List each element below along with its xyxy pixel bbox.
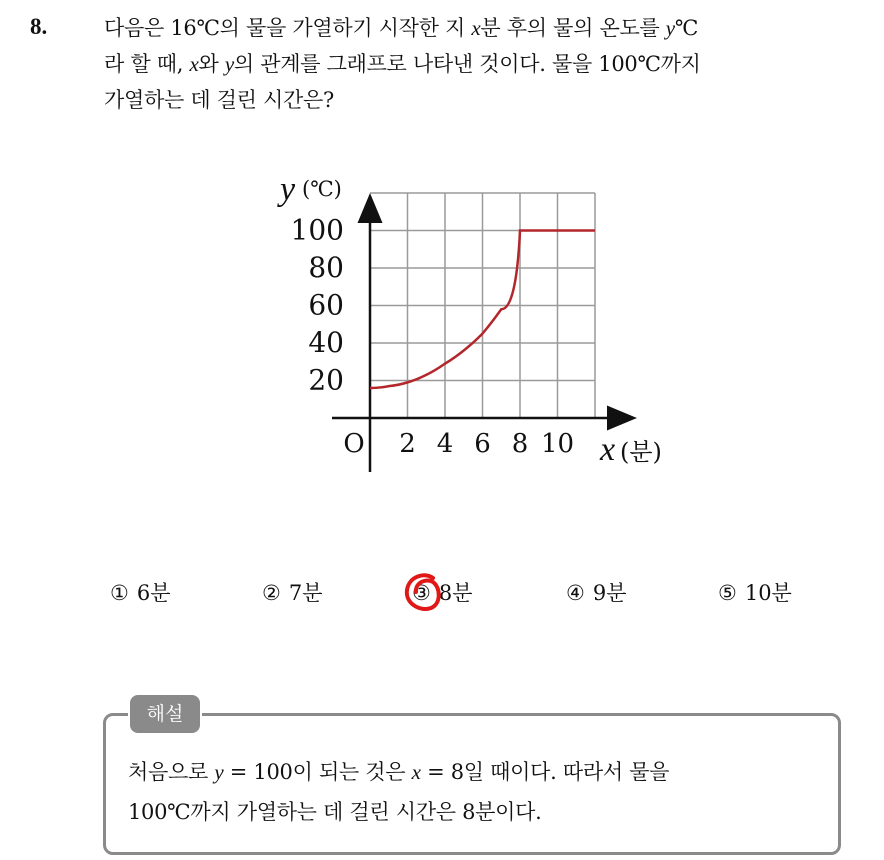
- question-line-2: [104, 46, 864, 82]
- choice-marker: ②: [262, 581, 281, 605]
- question-text-part: 의 관계를 그래프로 나타낸 것이다. 물을 100℃까지: [233, 52, 701, 76]
- x-tick-label: 6: [474, 429, 491, 459]
- choice-label: 8분: [438, 581, 473, 605]
- y-tick-label: 100: [290, 213, 344, 247]
- variable-y: y: [224, 52, 234, 76]
- variable-x: x: [411, 760, 421, 784]
- origin-label: O: [343, 429, 365, 459]
- y-tick-label: 20: [308, 363, 344, 397]
- variable-x: x: [189, 52, 199, 76]
- choice-3[interactable]: [412, 577, 472, 607]
- choice-label: 9분: [592, 581, 627, 605]
- question-text-part: 다음은 16℃의 물을 가열하기 시작한 지: [104, 16, 472, 40]
- question-line-1: [104, 10, 864, 46]
- choice-label: 10분: [744, 581, 792, 605]
- question-text-part: ℃: [674, 16, 699, 40]
- choice-5[interactable]: [718, 577, 792, 607]
- x-tick-label: 4: [436, 429, 454, 459]
- choice-2[interactable]: [262, 577, 322, 607]
- y-tick-label: 80: [308, 251, 344, 284]
- x-tick-label: 10: [540, 429, 575, 459]
- x-tick-label: 8: [511, 429, 529, 459]
- explanation-text-part: 처음으로: [128, 760, 215, 784]
- question-line-3: 가열하는 데 걸린 시간은?: [104, 88, 334, 112]
- question-text-part: 라 할 때,: [104, 52, 190, 76]
- y-axis-variable: y: [280, 171, 296, 208]
- y-tick-label: 40: [308, 326, 344, 359]
- choice-label: 7분: [288, 581, 323, 605]
- x-tick-label: 2: [399, 429, 416, 459]
- temperature-graph: [260, 160, 700, 490]
- explanation-text-part: = 100이 되는 것은: [223, 760, 412, 784]
- explanation-text-part: = 8일 때이다. 따라서 물을: [420, 760, 670, 784]
- question-text: [104, 10, 864, 118]
- choice-label: 6분: [136, 581, 171, 605]
- y-axis-unit: (℃): [302, 177, 342, 201]
- variable-y: y: [665, 16, 675, 40]
- explanation-tab: 해설: [128, 693, 202, 735]
- question-text-part: 분 후의 물의 온도를: [480, 16, 666, 40]
- choice-marker: ④: [566, 581, 585, 605]
- axis-labels: [277, 171, 662, 468]
- question-number: 8.: [30, 14, 48, 39]
- variable-x: x: [471, 16, 481, 40]
- variable-y: y: [214, 760, 224, 784]
- x-axis-unit: (분): [620, 438, 662, 466]
- y-tick-label: 60: [308, 288, 344, 322]
- choice-4[interactable]: [566, 577, 626, 607]
- choice-marker: ⑤: [718, 581, 737, 605]
- x-axis-variable: x: [600, 431, 616, 468]
- choice-marker: ③: [412, 581, 431, 605]
- explanation-line-2: 100℃까지 가열하는 데 걸린 시간은 8분이다.: [128, 800, 542, 824]
- question-text-part: 와: [198, 52, 225, 76]
- answer-choices: [0, 577, 884, 613]
- choice-marker: ①: [110, 581, 129, 605]
- explanation-line-1: [128, 752, 828, 792]
- choice-1[interactable]: [110, 577, 170, 607]
- explanation-text: [128, 752, 828, 832]
